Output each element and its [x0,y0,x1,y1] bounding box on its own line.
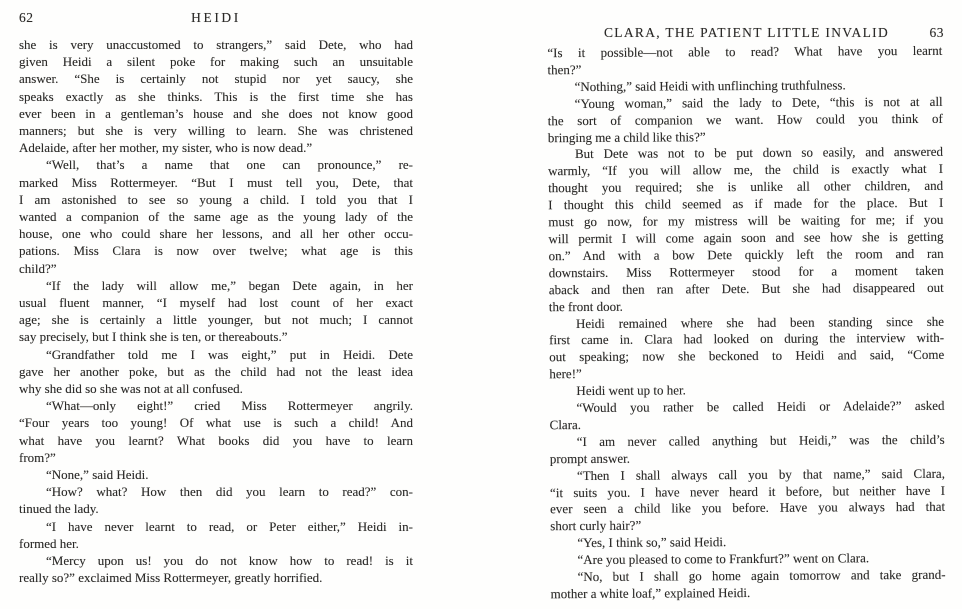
text-line: I thought this child seemed as if made for the place. But I [548,194,944,213]
text-line: must go now, for my mistress will be waiting for me; if you [548,211,944,230]
text-line: aback and then ran after Dete. But she had disappeared out [548,279,944,297]
text-line: she is very unaccustomed to strangers,” said Dete, who had [19,37,413,52]
page-number-right: 63 [929,25,944,40]
text-line: “What—only eight!” cried Miss Rottermeyer angrily. [46,398,413,414]
text-line: usual fluent manner, “I myself had lost count of her exact [19,295,413,311]
text-line: “Is it possible—not able to read? What have you learnt [547,42,943,61]
text-line: “Mercy upon us! you do not know how to read! is it [46,553,413,569]
text-line: the front door. [548,298,623,314]
text-line: thought you required; she is unlike all other children, and [548,178,944,196]
text-line: “Yes, I think so,” said Heidi. [577,534,727,551]
text-line: why she did so she was not at all confused. [19,381,243,397]
paragraph [19,552,413,586]
text-line: ever seen a child like you before. Have you always had that [550,499,946,517]
text-line: gave her another poke, but as the child had not the least idea [19,363,413,379]
text-line: tinued the lady. [19,501,99,517]
text-line: prompt answer. [549,450,631,466]
text-line: “Are you pleased to come to Frankfurt?” went on Clara. [577,550,870,568]
text-line: Heidi went up to her. [576,382,686,399]
text-line: “No, but I shall go home again tomorrow and take grand- [577,566,946,585]
text-line: downstairs. Miss Rottermeyer stood for a moment taken [548,262,944,280]
body-text-left [19,36,413,587]
text-line: on.” And with a bow Dete quickly left the room and ran [548,245,944,264]
text-line: first came in. Clara had looked on during the interview with- [549,330,945,348]
text-line: mother a white loaf,” explained Heidi. [550,584,751,602]
text-line: ever been in a gentleman’s house and she does not know good [19,105,413,121]
text-line: age; she is certainly a little younger, but not much; I cannot [19,312,413,328]
paragraph [550,465,945,535]
body-text-right [547,43,945,603]
paragraph [19,397,413,466]
paragraph [19,277,413,346]
paragraph [551,567,946,603]
text-line: “I am never called anything but Heidi,” was the child’s [576,431,945,449]
text-line: “Nothing,” said Heidi with unflinching truthfulness. [574,77,846,94]
text-line: Adelaide, after her mother, my sister, who is now dead.” [19,140,313,156]
text-line: manners; but she is very willing to learn. She was christened [19,123,413,139]
text-line: out speaking; now she beckoned to Heidi and said, “Come [549,347,945,365]
text-line: Clara. [549,416,582,433]
paragraph [19,483,413,517]
paragraph [19,156,413,276]
text-line: here!” [549,366,582,382]
paragraph [550,432,945,468]
text-line: “How? what? How then did you learn to read?” con- [46,484,413,500]
text-line: “I have never learnt to read, or Peter either,” Heidi in- [46,518,413,534]
page-63 [481,0,962,609]
text-line: will permit I will come again soon and see how she is getting [548,228,944,247]
text-line: “Grandfather told me I was eight,” put in Heidi. Dete [46,346,413,362]
paragraph [549,313,944,383]
text-line: from?” [19,449,56,465]
text-line: “If the lady will allow me,” began Dete again, in her [46,277,413,293]
text-line: Heidi remained where she had been standing since she [575,313,945,331]
text-line: house, one who could share her lessons, and all her other occu- [19,226,413,242]
running-head-left [19,10,413,28]
text-line: “Then I shall always call you by that name,” said Clara, [576,465,945,483]
text-line: given Heidi a silent poke for making such an unsuitable [19,54,413,70]
paragraph [548,94,943,147]
paragraph [548,144,944,315]
paragraph [19,518,413,552]
text-line: pations. Miss Clara is now over twelve; what age is this [19,243,413,259]
text-line: answer. “She is certainly not stupid nor yet saucy, she [19,71,413,87]
text-line: child?” [19,260,57,276]
text-line: warmly, “If you will allow me, the child is exactly what I [548,161,944,179]
text-line: marked Miss Rottermeyer. “But I must tell you, Dete, that [19,174,413,190]
paragraph [19,466,413,483]
text-line: “it suits you. I have never heard it before, but neither have I [549,482,946,500]
paragraph [19,346,413,398]
text-line: short curly hair?” [550,518,642,534]
running-head-right [549,25,944,43]
paragraph [549,398,944,434]
text-line: say precisely, but I think she is ten, or thereabouts.” [19,329,288,345]
running-title-left: HEIDI [191,10,241,25]
paragraph [547,43,942,79]
text-line: formed her. [19,535,79,551]
text-line: “Would you rather be called Heidi or Adelaide?” asked [576,397,945,416]
text-line: But Dete was not to be put down so easily, and answered [574,144,944,162]
text-line: bringing me a child like this?” [547,128,706,145]
text-line: “Young woman,” said the lady to Dete, “this is not at all [574,93,943,111]
paragraph [19,36,413,156]
text-line: wanted a companion of the same age as the young lady of the [19,209,413,225]
page-number-left: 62 [19,10,34,25]
text-line: “Well, that’s a name that one can pronounce,” re- [46,157,413,173]
text-line: “None,” said Heidi. [46,467,149,483]
text-line: then?” [547,61,582,78]
text-line: what have you learnt? What books did you have to learn [19,432,413,448]
text-line: really so?” exclaimed Miss Rottermeyer, greatly horrified. [19,570,323,586]
text-line: I am astonished to see so young a child. I told you that I [19,191,413,207]
text-line: speaks exactly as she thinks. This is the first time she has [19,88,413,104]
running-title-right: CLARA, THE PATIENT LITTLE INVALID [603,25,889,40]
text-line: “Four years too young! Of what use is such a child! And [19,415,413,431]
text-line: the sort of companion we want. How could you think of [547,110,943,128]
